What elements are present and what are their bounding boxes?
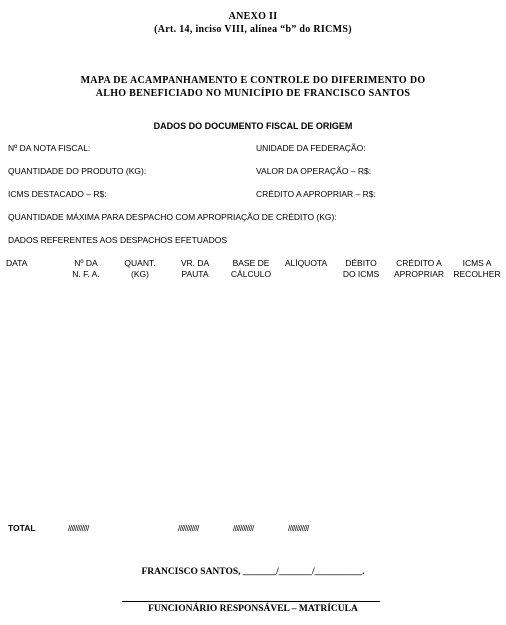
column-header-credito-apropriar: CRÉDITO A APROPRIAR — [393, 258, 445, 279]
total-hatch-pauta: //////////// — [178, 524, 199, 533]
signature-label: FUNCIONÁRIO RESPONSÁVEL – MATRÍCULA — [148, 604, 358, 614]
column-header-valor-pauta: VR. DA PAUTA — [180, 258, 210, 279]
field-icms-destacado: ICMS DESTACADO – R$: — [8, 189, 107, 199]
field-dados-despachos: DADOS REFERENTES AOS DESPACHOS EFETUADOS — [8, 235, 227, 245]
legal-reference: (Art. 14, inciso VIII, alínea “b” do RICMS) — [154, 24, 352, 35]
field-quantidade-maxima: QUANTIDADE MÁXIMA PARA DESPACHO COM APROPRIAÇÃO DE CRÉDITO (KG): — [8, 212, 337, 222]
total-hatch-base: //////////// — [233, 524, 254, 533]
place-and-date: FRANCISCO SANTOS, _______/_______/__________. — [141, 567, 365, 577]
document-title-line-2: ALHO BENEFICIADO NO MUNICÍPIO DE FRANCISCO SANTOS — [95, 88, 411, 99]
total-hatch-nfa: //////////// — [68, 524, 89, 533]
column-header-quantidade: QUANT. (KG) — [124, 258, 156, 279]
field-credito-apropriar: CRÉDITO A APROPRIAR – R$: — [256, 189, 376, 199]
total-hatch-aliquota: //////////// — [288, 524, 309, 533]
annex-title: ANEXO II — [228, 11, 278, 22]
column-header-numero-nfa: Nº DA N. F. A. — [72, 258, 100, 279]
document-title-line-1: MAPA DE ACAMPANHAMENTO E CONTROLE DO DIFERIMENTO DO — [80, 75, 426, 86]
section-title: DADOS DO DOCUMENTO FISCAL DE ORIGEM — [153, 121, 353, 131]
column-header-data: DATA — [6, 258, 28, 268]
column-header-debito-icms: DÉBITO DO ICMS — [342, 258, 380, 279]
column-header-base-calculo: BASE DE CÁLCULO — [230, 258, 272, 279]
signature-line — [122, 601, 380, 602]
column-header-aliquota: ALÍQUOTA — [284, 258, 328, 268]
field-unidade-federacao: UNIDADE DA FEDERAÇÃO: — [256, 143, 366, 153]
column-header-icms-recolher: ICMS A RECOLHER — [453, 258, 501, 279]
field-nota-fiscal: Nº DA NOTA FISCAL: — [8, 143, 91, 153]
total-label: TOTAL — [8, 523, 36, 533]
field-quantidade-produto: QUANTIDADE DO PRODUTO (KG): — [8, 166, 147, 176]
field-valor-operacao: VALOR DA OPERAÇÃO – R$: — [256, 166, 372, 176]
